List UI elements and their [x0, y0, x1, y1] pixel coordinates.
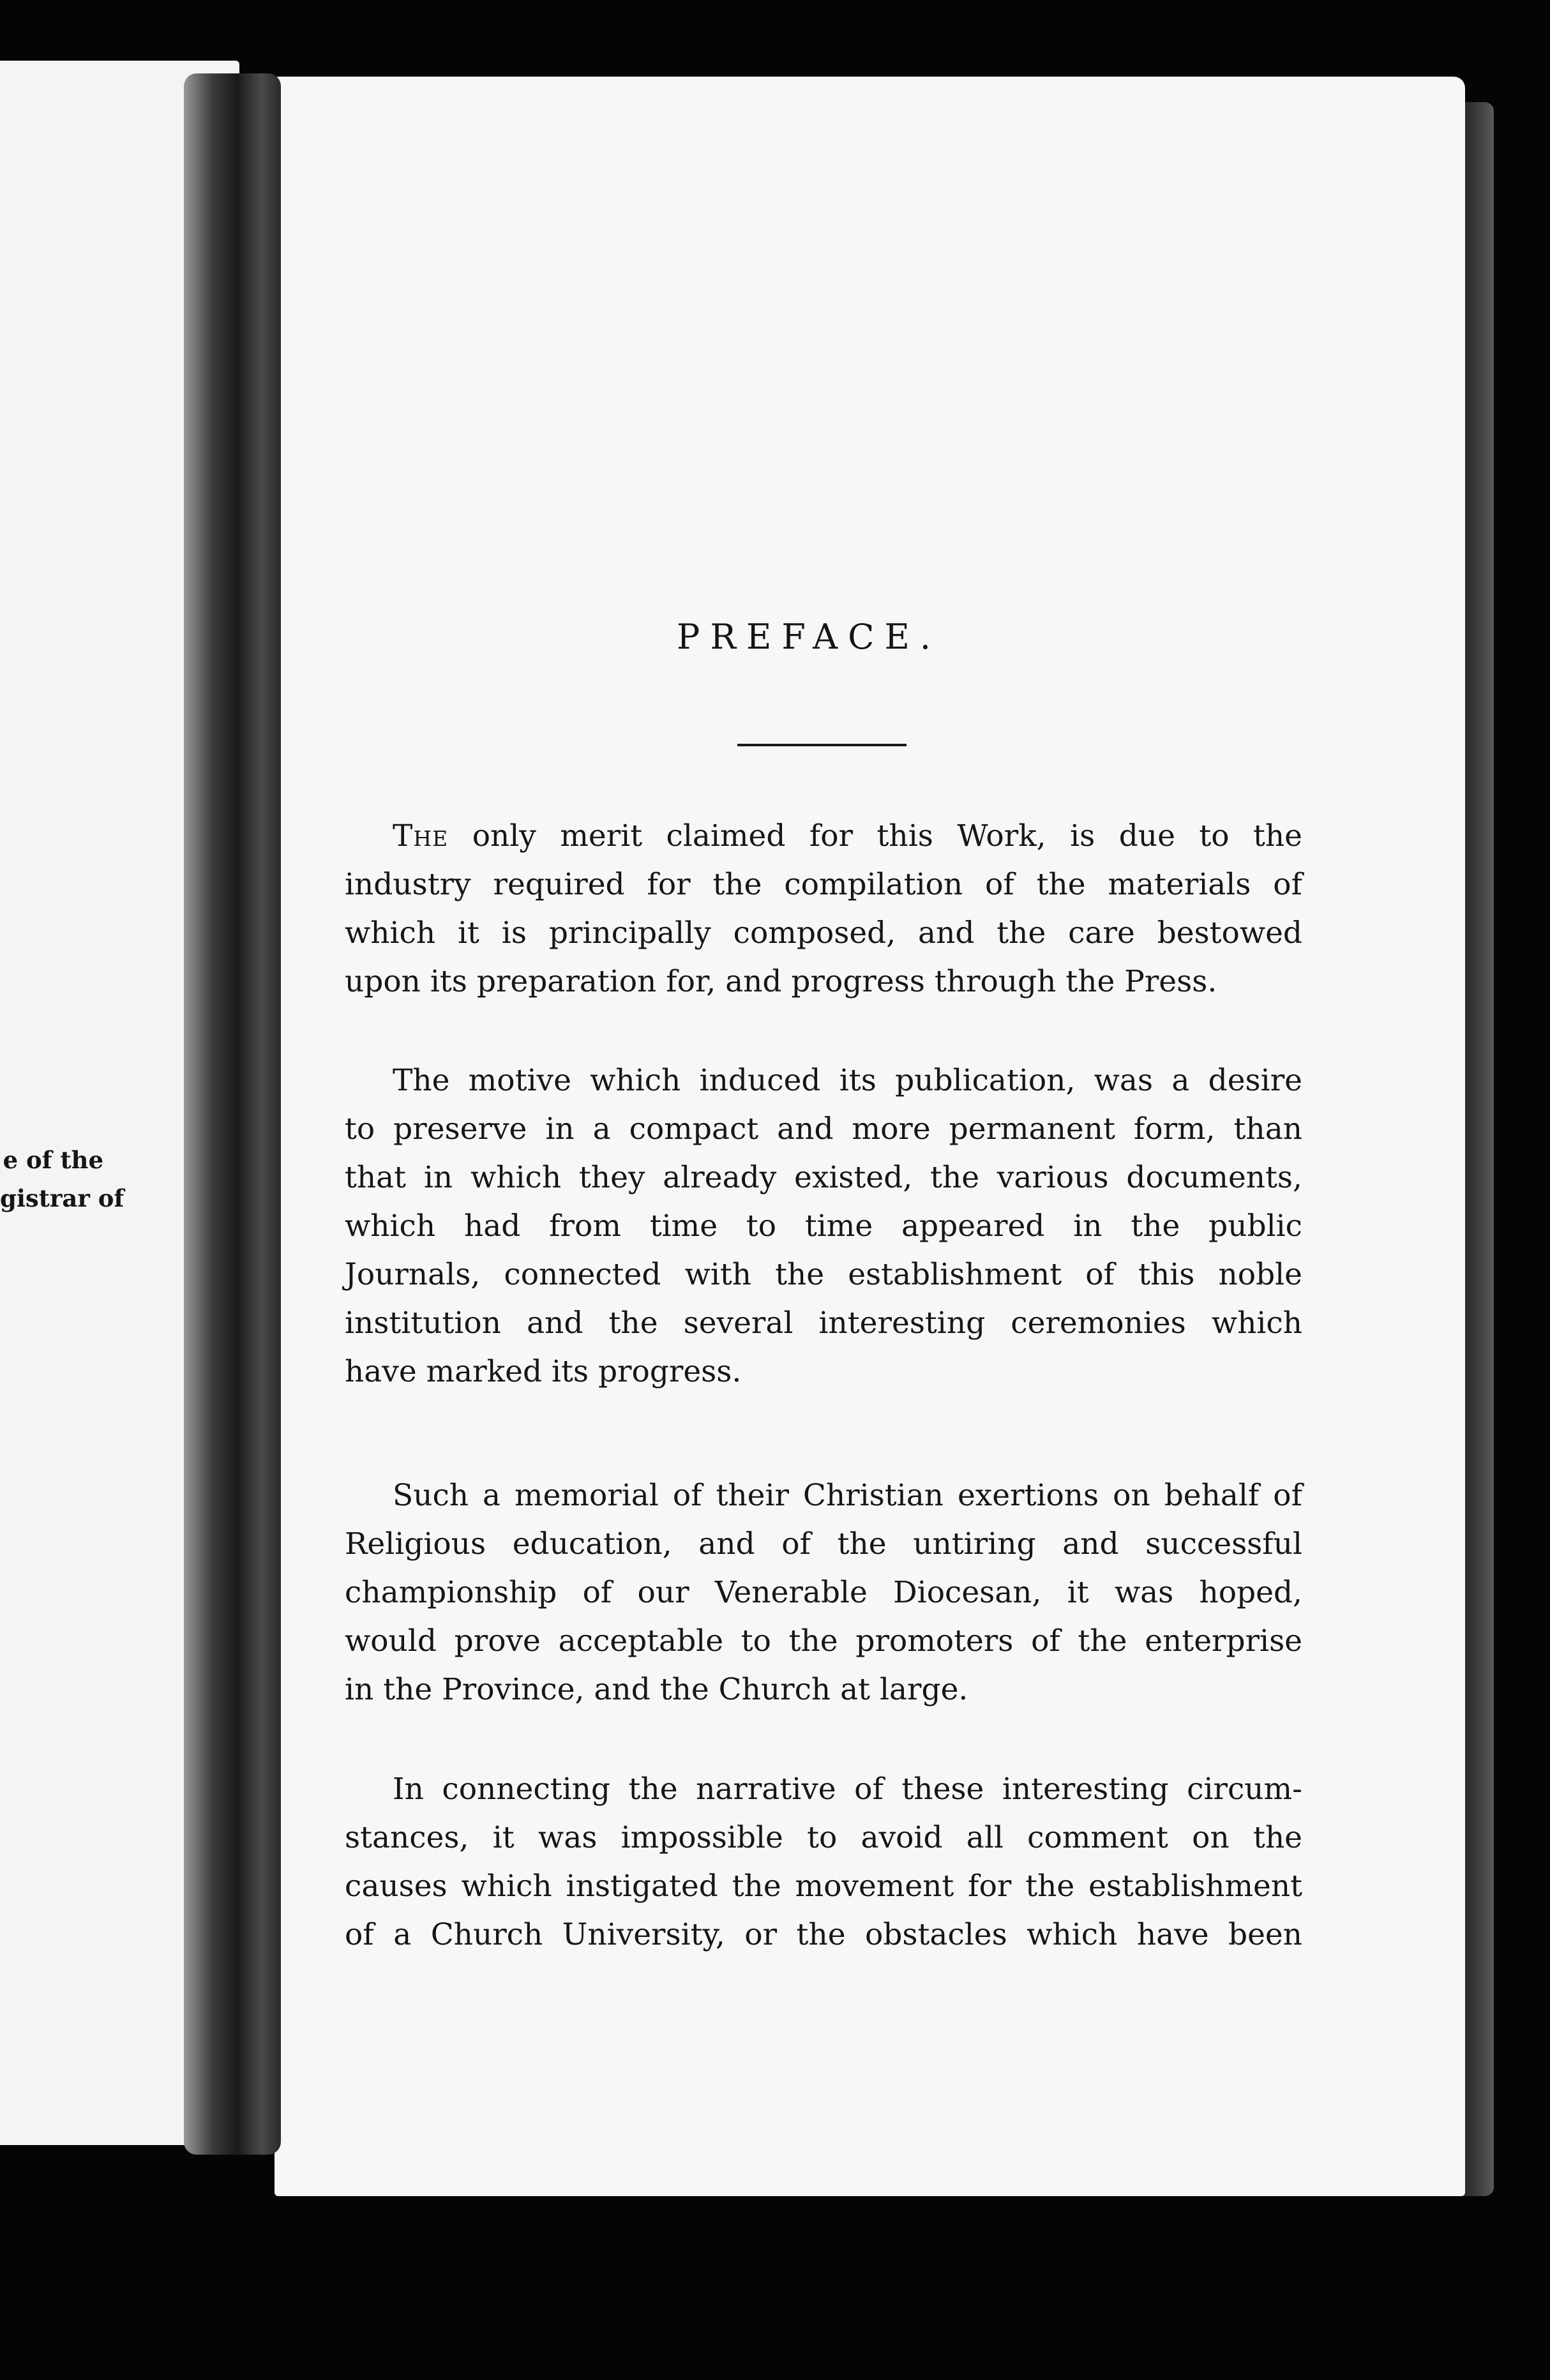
paragraph-line: causes which instigated the movement for the establishment [345, 1869, 1302, 1904]
paragraph-line: stances, it was impossible to avoid all comment on the [345, 1820, 1302, 1855]
paragraph-line: In connecting the narrative of these interesting circum- [393, 1772, 1302, 1807]
paragraph-line: industry required for the compilation of the materials of [345, 867, 1302, 902]
paragraph-line: championship of our Venerable Diocesan, it was hoped, [345, 1575, 1302, 1610]
paragraph-line [345, 812, 1302, 861]
line-text: only merit claimed for this Work, is due to the [448, 818, 1302, 854]
page-title: PREFACE. [677, 617, 942, 657]
paragraph-line: upon its preparation for, and progress through the Press. [345, 964, 1217, 999]
paragraph-line: have marked its progress. [345, 1354, 742, 1389]
paragraph-line: Religious education, and of the untiring and successful [345, 1526, 1302, 1562]
left-page-fragment: e of the [3, 1146, 103, 1174]
paragraph-line: which it is principally composed, and the care bestowed [345, 915, 1302, 951]
paragraph-line: to preserve in a compact and more permanent form, than [345, 1111, 1302, 1147]
drop-lead-word: The [393, 818, 449, 854]
paragraph-line: institution and the several interesting ceremonies which [345, 1306, 1302, 1341]
paragraph-1 [345, 812, 1302, 1006]
paragraph-3 [345, 1472, 1302, 1714]
book-gutter [184, 73, 281, 2155]
paragraph-line: Such a memorial of their Christian exertions on behalf of [393, 1478, 1302, 1513]
paragraph-line: of a Church University, or the obstacles which have been [345, 1917, 1302, 1952]
paragraph-2 [345, 1057, 1302, 1396]
title-rule [737, 744, 907, 746]
paragraph-line: in the Province, and the Church at large. [345, 1672, 968, 1707]
paragraph-4 [345, 1765, 1302, 1959]
paragraph-line: The motive which induced its publication, was a desire [393, 1063, 1302, 1098]
paragraph-line: would prove acceptable to the promoters of the enterprise [345, 1623, 1302, 1659]
left-page-fragment: gistrar of [0, 1184, 124, 1212]
paragraph-line: Journals, connected with the establishment of this noble [345, 1257, 1302, 1292]
paragraph-line: which had from time to time appeared in the public [345, 1209, 1302, 1244]
paragraph-line: that in which they already existed, the various documents, [345, 1160, 1302, 1195]
